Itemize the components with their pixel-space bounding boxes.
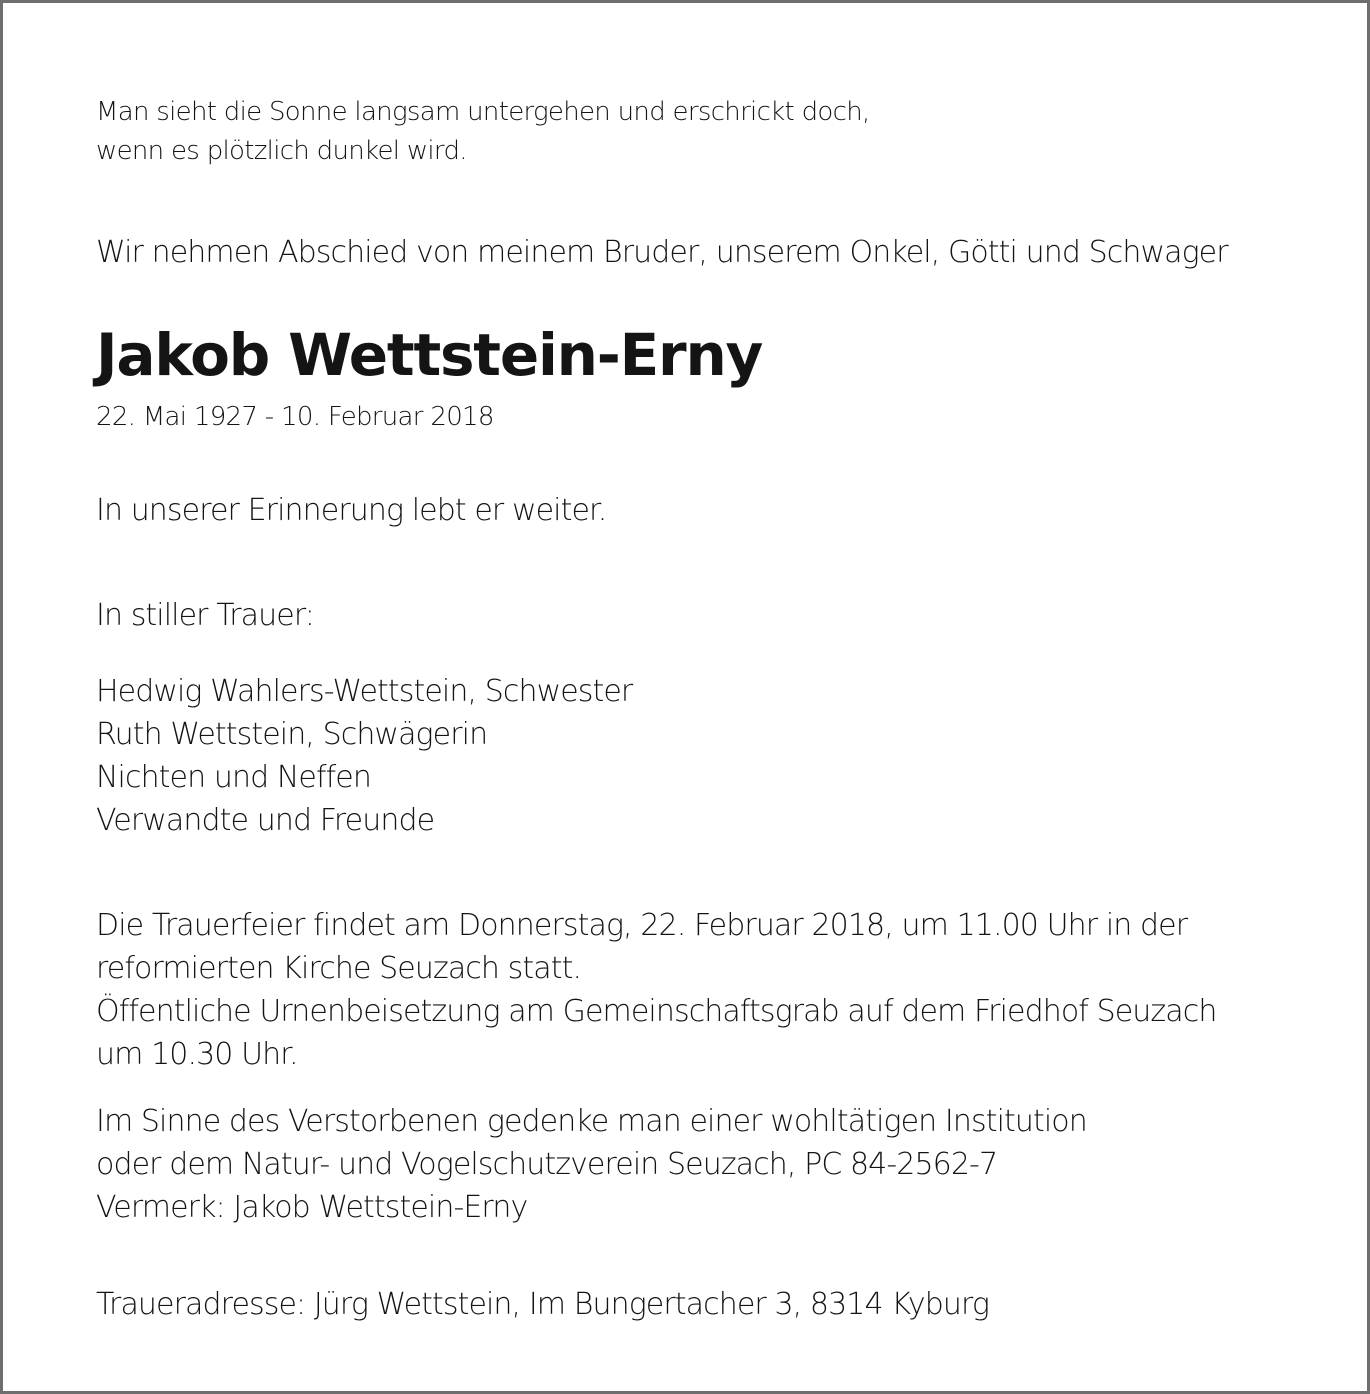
motto-line: Man sieht die Sonne langsam untergehen und erschrickt doch, bbox=[96, 97, 870, 127]
ceremony-line: Die Trauerfeier findet am Donnerstag, 22. Februar 2018, um 11.00 Uhr in der bbox=[96, 908, 1188, 943]
mourner-item: Ruth Wettstein, Schwägerin bbox=[96, 717, 488, 752]
motto-line: wenn es plötzlich dunkel wird. bbox=[96, 136, 467, 166]
life-dates: 22. Mai 1927 - 10. Februar 2018 bbox=[96, 402, 494, 432]
donation-note bbox=[96, 1100, 1087, 1229]
mourner-item: Hedwig Wahlers-Wettstein, Schwester bbox=[96, 674, 633, 709]
ceremony-details bbox=[96, 904, 1216, 1076]
donation-line: Vermerk: Jakob Wettstein-Erny bbox=[96, 1190, 528, 1225]
mourner-item: Nichten und Neffen bbox=[96, 760, 371, 795]
mourning-address: Traueradresse: Jürg Wettstein, Im Bungertacher 3, 8314 Kyburg bbox=[96, 1287, 990, 1322]
ceremony-line: reformierten Kirche Seuzach statt. bbox=[96, 951, 582, 986]
mourners-list bbox=[96, 670, 632, 842]
motto-quote bbox=[96, 93, 870, 171]
memory-line: In unserer Erinnerung lebt er weiter. bbox=[96, 493, 607, 528]
ceremony-line: um 10.30 Uhr. bbox=[96, 1037, 298, 1072]
farewell-intro: Wir nehmen Abschied von meinem Bruder, unserem Onkel, Götti und Schwager bbox=[96, 235, 1228, 270]
ceremony-line: Öffentliche Urnenbeisetzung am Gemeinschaftsgrab auf dem Friedhof Seuzach bbox=[96, 994, 1217, 1029]
mourning-heading: In stiller Trauer: bbox=[96, 598, 314, 633]
donation-line: oder dem Natur- und Vogelschutzverein Seuzach, PC 84-2562-7 bbox=[96, 1147, 998, 1182]
donation-line: Im Sinne des Verstorbenen gedenke man einer wohltätigen Institution bbox=[96, 1104, 1087, 1139]
mourner-item: Verwandte und Freunde bbox=[96, 803, 435, 838]
deceased-name: Jakob Wettstein-Erny bbox=[96, 321, 763, 389]
